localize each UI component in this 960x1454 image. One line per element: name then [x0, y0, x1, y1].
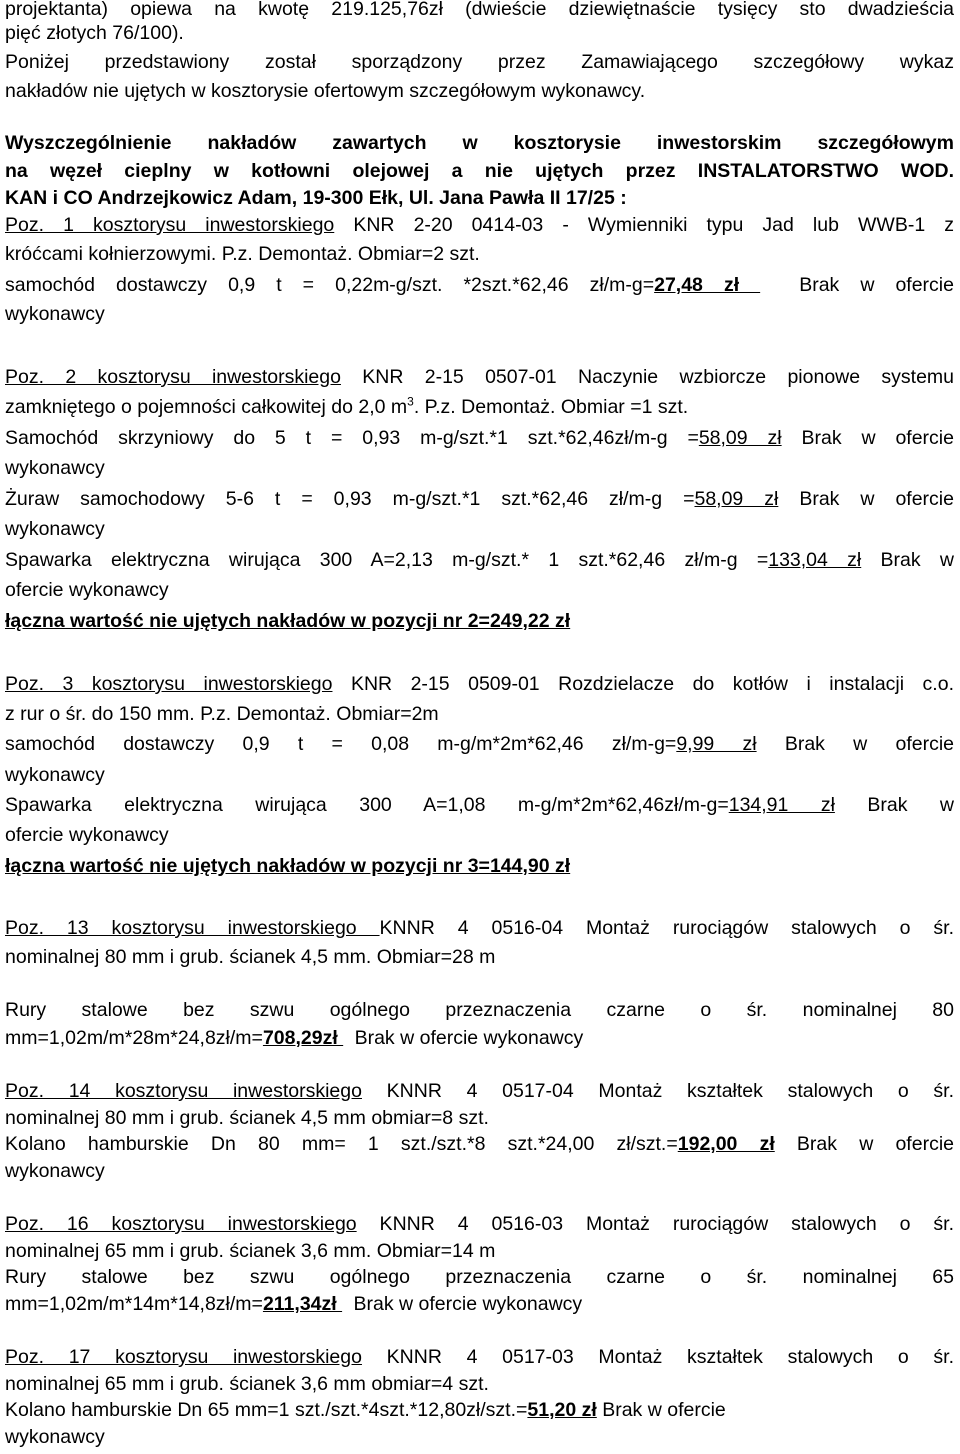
position-ref: Poz. 17 kosztorysu inwestorskiego: [5, 1346, 362, 1368]
cost-line-wrap: wykonawcy: [5, 303, 105, 325]
position-17-line: nominalnej 65 mm i grub. ścianek 3,6 mm obmiar=4 szt.: [5, 1373, 489, 1395]
material-note: Brak w ofercie: [596, 1399, 726, 1421]
position-ref: Poz. 16 kosztorysu inwestorskiego: [5, 1213, 357, 1235]
intro-line: Poniżej przedstawiony został sporządzony przez Zamawiającego szczegółowy wykaz: [5, 51, 954, 73]
cost-note: Brak w ofercie: [778, 488, 954, 510]
position-ref: Poz. 14 kosztorysu inwestorskiego: [5, 1080, 362, 1102]
material-line-wrap: wykonawcy: [5, 1426, 105, 1448]
material-amount: 211,34zł: [262, 1293, 343, 1315]
material-formula: mm=1,02m/m*28m*24,8zł/m=: [5, 1027, 263, 1049]
cost-amount: 58,09 zł: [698, 427, 782, 449]
cost-formula: Żuraw samochodowy 5-6 t = 0,93 m-g/szt.*1 szt.*62,46 zł/m-g =: [5, 488, 695, 510]
position-total: łączna wartość nie ujętych nakładów w pozycji nr 2=249,22 zł: [5, 610, 571, 632]
section-heading: KAN i CO Andrzejkowicz Adam, 19-300 Ełk, Ul. Jana Pawła II 17/25 :: [5, 187, 627, 209]
position-14-header: [5, 1076, 954, 1106]
material-note: Brak w ofercie wykonawcy: [349, 1027, 584, 1049]
position-desc: KNR 2-15 0507-01 Naczynie wzbiorcze pionowe systemu: [340, 366, 954, 388]
cost-note: Brak w: [861, 549, 954, 571]
position-3-header: [5, 669, 954, 699]
position-ref: Poz. 2 kosztorysu inwestorskiego: [5, 366, 341, 388]
section-heading: na węzeł cieplny w kotłowni olejowej a nie ujętych przez INSTALATORSTWO WOD.: [5, 160, 954, 182]
material-note: Brak w ofercie: [774, 1133, 954, 1155]
position-14-line: nominalnej 80 mm i grub. ścianek 4,5 mm obmiar=8 szt.: [5, 1107, 489, 1129]
material-line: [5, 1023, 954, 1053]
position-text: . P.z. Demontaż. Obmiar =1 szt.: [413, 396, 689, 418]
cost-line: [5, 545, 954, 575]
position-ref: Poz. 1 kosztorysu inwestorskiego: [5, 214, 335, 236]
material-line: Rury stalowe bez szwu ogólnego przeznaczenia czarne o śr. nominalnej 65: [5, 1266, 954, 1288]
cost-line-wrap: wykonawcy: [5, 457, 105, 479]
cost-formula: Samochód skrzyniowy do 5 t = 0,93 m-g/szt.*1 szt.*62,46zł/m-g =: [5, 427, 699, 449]
material-line: [5, 1395, 954, 1425]
material-line-wrap: wykonawcy: [5, 1160, 105, 1182]
position-17-header: [5, 1342, 954, 1372]
cost-amount: 58,09 zł: [694, 488, 779, 510]
material-line: Rury stalowe bez szwu ogólnego przeznaczenia czarne o śr. nominalnej 80: [5, 999, 954, 1021]
position-desc: KNR 2-20 0414-03 - Wymienniki typu Jad lub WWB-1 z: [334, 214, 954, 236]
cost-line-wrap: wykonawcy: [5, 764, 105, 786]
cost-formula: Spawarka elektryczna wirująca 300 A=2,13 m-g/szt.* 1 szt.*62,46 zł/m-g =: [5, 549, 769, 571]
cost-line-wrap: wykonawcy: [5, 518, 105, 540]
position-desc: KNNR 4 0516-04 Montaż rurociągów stalowych o śr.: [379, 917, 954, 939]
material-line: [5, 1289, 954, 1319]
cost-amount: 133,04 zł: [768, 549, 862, 571]
cost-amount: 27,48 zł: [654, 274, 761, 296]
position-16-line: nominalnej 65 mm i grub. ścianek 3,6 mm. Obmiar=14 m: [5, 1240, 496, 1262]
position-desc: KNNR 4 0517-04 Montaż kształtek stalowych o śr.: [361, 1080, 954, 1102]
cost-line-wrap: ofercie wykonawcy: [5, 824, 169, 846]
position-1-header: [5, 210, 954, 240]
cost-line: [5, 423, 954, 453]
position-ref: Poz. 3 kosztorysu inwestorskiego: [5, 673, 333, 695]
cost-amount: 9,99 zł: [676, 733, 757, 755]
material-amount: 708,29zł: [262, 1027, 344, 1049]
position-text: zamkniętego o pojemności całkowitej do 2,0 m: [5, 396, 408, 418]
material-formula: Kolano hamburskie Dn 65 mm=1 szt./szt.*4szt.*12,80zł/szt.=: [5, 1399, 528, 1421]
material-note: Brak w ofercie wykonawcy: [348, 1293, 583, 1315]
cost-line: [5, 729, 954, 759]
cost-note: Brak w ofercie: [778, 274, 954, 296]
position-1-line: króćcami kołnierzowymi. P.z. Demontaż. Obmiar=2 szt.: [5, 243, 480, 265]
section-heading: Wyszczególnienie nakładów zawartych w kosztorysie inwestorskim szczegółowym: [5, 132, 954, 154]
intro-line: pięć złotych 76/100).: [5, 22, 184, 44]
cost-amount: 134,91 zł: [728, 794, 835, 816]
material-amount: 51,20 zł: [527, 1399, 597, 1421]
position-ref: Poz. 13 kosztorysu inwestorskiego: [5, 917, 380, 939]
cost-line: [5, 270, 954, 300]
position-2-line: [5, 392, 954, 422]
position-total: łączna wartość nie ujętych nakładów w pozycji nr 3=144,90 zł: [5, 855, 571, 877]
cost-formula: Spawarka elektryczna wirująca 300 A=1,08 m-g/m*2m*62,46zł/m-g=: [5, 794, 729, 816]
position-desc: KNR 2-15 0509-01 Rozdzielacze do kotłów i instalacji c.o.: [332, 673, 954, 695]
cost-note: Brak w: [834, 794, 954, 816]
position-desc: KNNR 4 0516-03 Montaż rurociągów stalowych o śr.: [356, 1213, 954, 1235]
superscript: 3: [407, 394, 414, 409]
position-16-header: [5, 1209, 954, 1239]
cost-formula: samochód dostawczy 0,9 t = 0,08 m-g/m*2m*62,46 zł/m-g=: [5, 733, 677, 755]
cost-line: [5, 790, 954, 820]
cost-formula: samochód dostawczy 0,9 t = 0,22m-g/szt. *2szt.*62,46 zł/m-g=: [5, 274, 655, 296]
material-formula: Kolano hamburskie Dn 80 mm= 1 szt./szt.*8 szt.*24,00 zł/szt.=: [5, 1133, 678, 1155]
material-amount: 192,00 zł: [677, 1133, 775, 1155]
cost-line-wrap: ofercie wykonawcy: [5, 579, 169, 601]
cost-note: Brak w ofercie: [781, 427, 954, 449]
material-line: [5, 1129, 954, 1159]
position-13-line: nominalnej 80 mm i grub. ścianek 4,5 mm. Obmiar=28 m: [5, 946, 496, 968]
intro-line: projektanta) opiewa na kwotę 219.125,76zł (dwieście dziewiętnaście tysięcy sto dwadzieścia: [5, 0, 954, 20]
material-formula: mm=1,02m/m*14m*14,8zł/m=: [5, 1293, 263, 1315]
cost-note: Brak w ofercie: [756, 733, 954, 755]
position-2-header: [5, 362, 954, 392]
cost-line: [5, 484, 954, 514]
intro-line: nakładów nie ujętych w kosztorysie ofertowym szczegółowym wykonawcy.: [5, 80, 646, 102]
position-13-header: [5, 913, 954, 943]
position-desc: KNNR 4 0517-03 Montaż kształtek stalowych o śr.: [361, 1346, 954, 1368]
position-3-line: z rur o śr. do 150 mm. P.z. Demontaż. Obmiar=2m: [5, 703, 439, 725]
